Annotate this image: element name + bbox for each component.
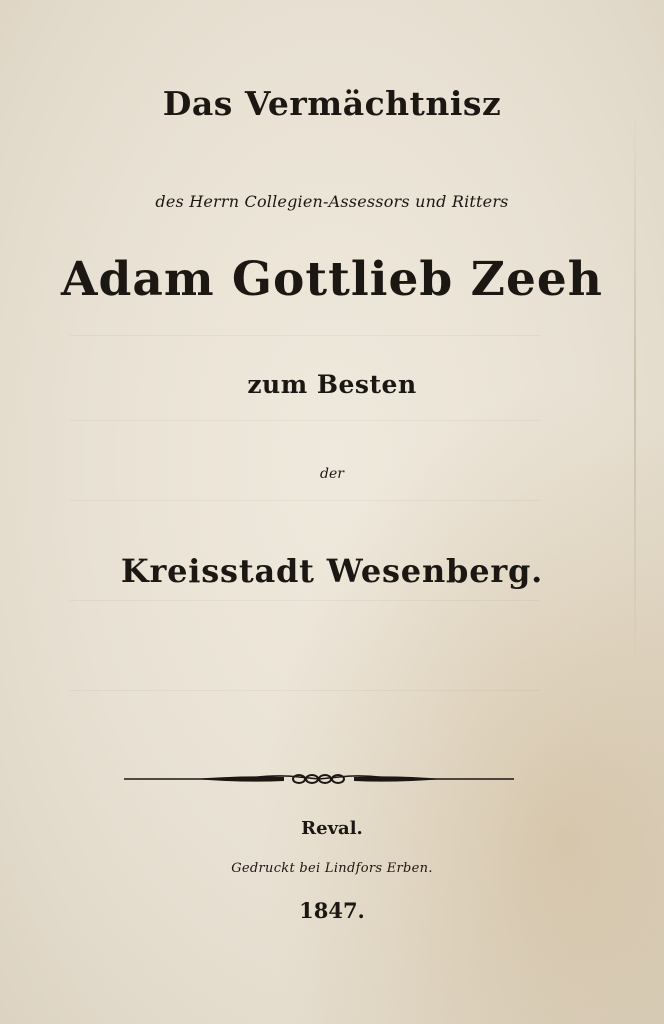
imprint-place: Reval. (301, 818, 363, 839)
bleed-through-line (70, 600, 540, 613)
ornamental-rule-icon (124, 764, 514, 794)
bleed-through-line (70, 690, 540, 703)
bleed-through-line (70, 420, 540, 433)
author-name: Adam Gottlieb Zeeh (61, 252, 603, 307)
imprint-printer: Gedruckt bei Lindfors Erben. (231, 861, 433, 876)
book-title: Das Vermächtnisz (162, 84, 502, 123)
bleed-through-line (70, 335, 540, 348)
bleed-through-line (70, 500, 540, 513)
dedication-text: zum Besten (247, 370, 417, 399)
imprint-year: 1847. (299, 898, 365, 923)
beneficiary-town: Kreisstadt Wesenberg. (120, 552, 544, 590)
article-text: der (320, 466, 344, 482)
author-honorific: des Herrn Collegien-Assessors und Ritters (155, 192, 509, 211)
